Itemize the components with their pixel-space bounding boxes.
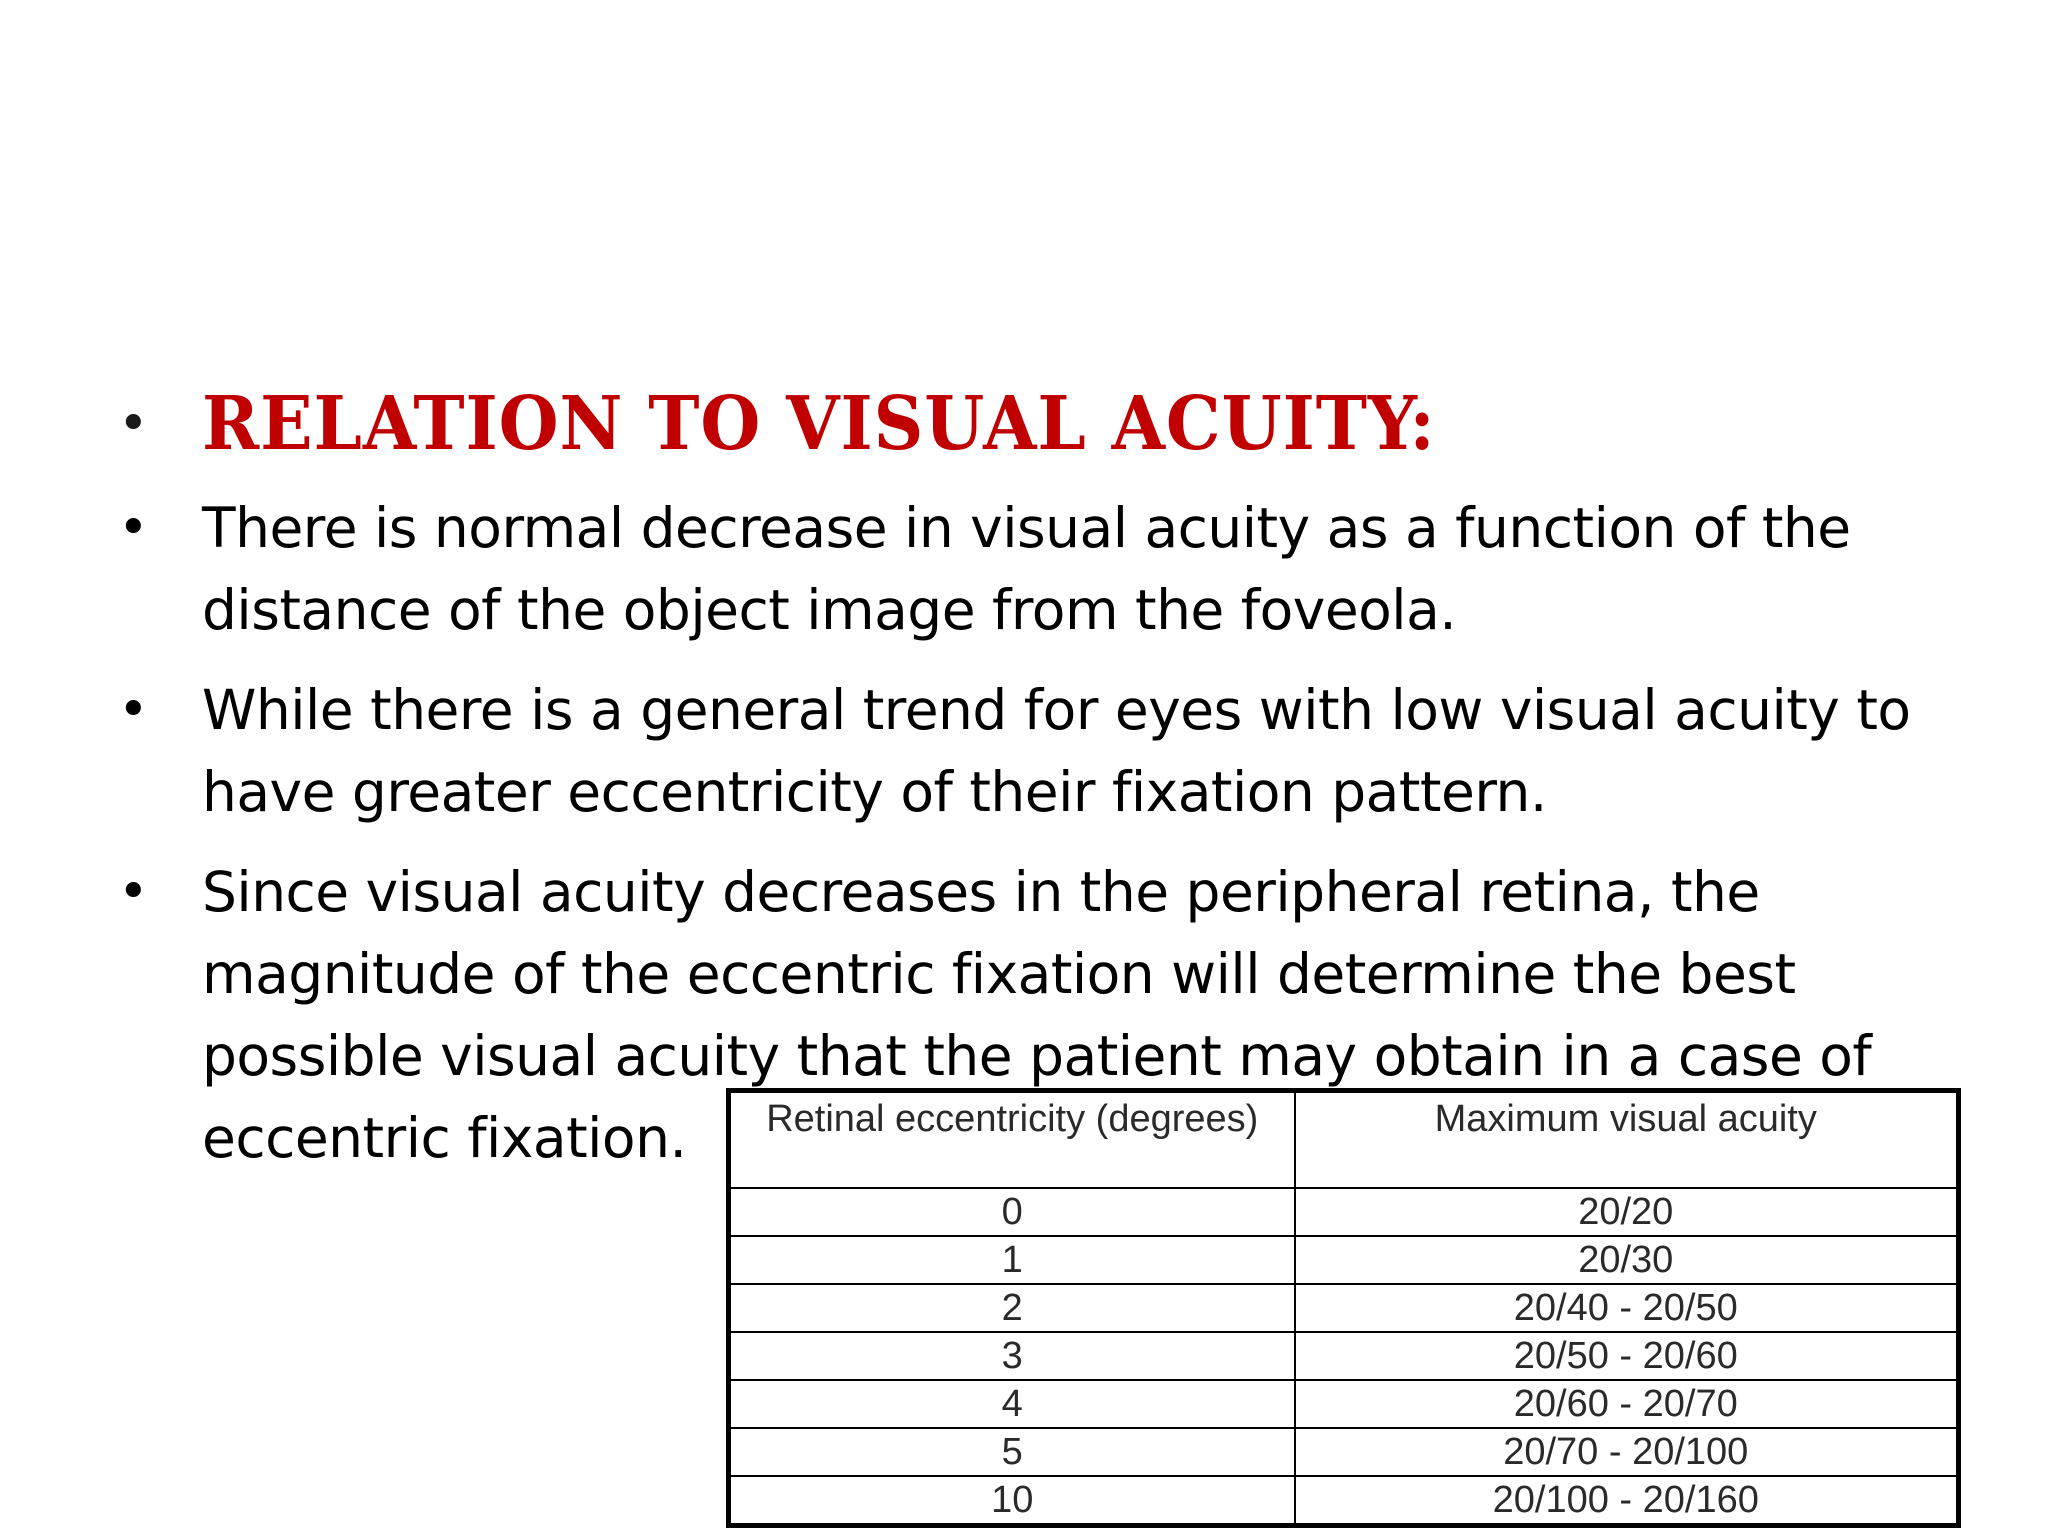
table-row xyxy=(729,1188,1959,1236)
table-row xyxy=(729,1428,1959,1476)
bullet-text: While there is a general trend for eyes with low visual acuity to have greater eccentricity of their fixation pattern. xyxy=(202,678,1911,824)
table-row xyxy=(729,1284,1959,1332)
acuity-cell: 20/60 - 20/70 xyxy=(1295,1380,1959,1428)
acuity-cell: 20/40 - 20/50 xyxy=(1295,1284,1959,1332)
eccentricity-cell: 5 xyxy=(729,1428,1295,1476)
acuity-cell: 20/100 - 20/160 xyxy=(1295,1476,1959,1526)
eccentricity-cell: 2 xyxy=(729,1284,1295,1332)
table-row xyxy=(729,1236,1959,1284)
bullet-marker: • xyxy=(118,862,149,922)
slide-heading: RELATION TO VISUAL ACUITY: xyxy=(202,381,1436,467)
eccentricity-cell: 3 xyxy=(729,1332,1295,1380)
table-header-row xyxy=(729,1091,1959,1189)
bullet-marker: • xyxy=(118,680,149,740)
table-row xyxy=(729,1476,1959,1526)
bullet-marker: • xyxy=(118,498,149,558)
acuity-cell: 20/20 xyxy=(1295,1188,1959,1236)
acuity-table xyxy=(726,1088,1961,1528)
bullet-marker: • xyxy=(118,394,149,454)
bullet-text: There is normal decrease in visual acuity as a function of the distance of the object image from the foveola. xyxy=(202,496,1851,642)
eccentricity-cell: 10 xyxy=(729,1476,1295,1526)
table-row xyxy=(729,1380,1959,1428)
eccentricity-cell: 0 xyxy=(729,1188,1295,1236)
eccentricity-cell: 1 xyxy=(729,1236,1295,1284)
column-header-eccentricity: Retinal eccentricity (degrees) xyxy=(729,1091,1295,1189)
eccentricity-cell: 4 xyxy=(729,1380,1295,1428)
acuity-cell: 20/50 - 20/60 xyxy=(1295,1332,1959,1380)
bullet-text: Since visual acuity decreases in the peripheral retina, the magnitude of the eccentric fixation will determine the best possible visual acuity that the patient may obtain in a case of eccentric fixation. xyxy=(202,860,1872,1170)
column-header-acuity: Maximum visual acuity xyxy=(1295,1091,1959,1189)
table-row xyxy=(729,1332,1959,1380)
acuity-cell: 20/30 xyxy=(1295,1236,1959,1284)
acuity-cell: 20/70 - 20/100 xyxy=(1295,1428,1959,1476)
